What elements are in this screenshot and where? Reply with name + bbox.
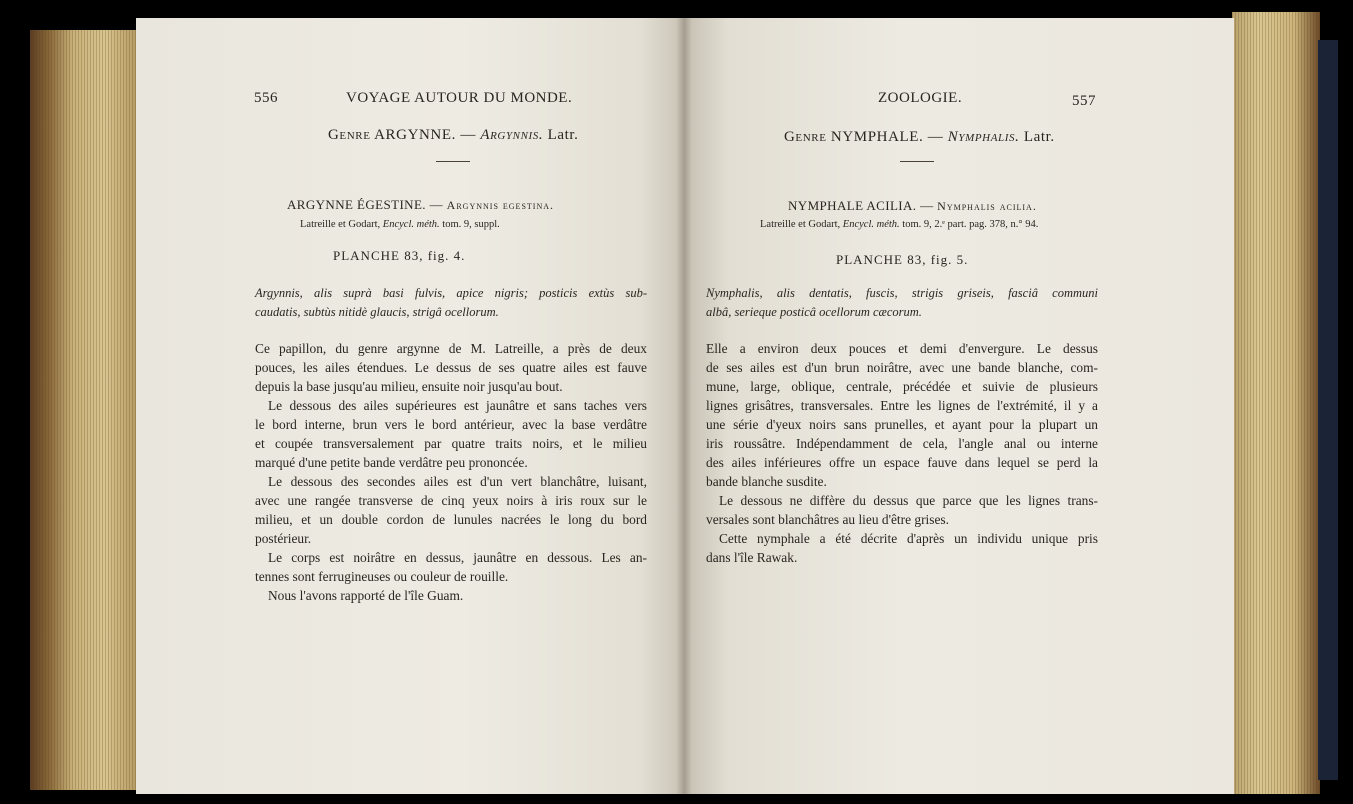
latin-diagnosis-line: Nymphalis, alis dentatis, fuscis, strigis griseis, fasciâ communi (706, 286, 1098, 300)
body-text-line: Ce papillon, du genre argynne de M. Latreille, a près de deux (255, 341, 647, 356)
genre-name: NYMPHALE. (830, 129, 924, 145)
species-heading (287, 197, 554, 213)
genre-prefix: Genre (328, 127, 371, 143)
genre-author: Latr. (1023, 129, 1055, 145)
body-text-line: Le corps est noirâtre en dessus, jaunâtre en dessous. Les an- (268, 550, 647, 565)
body-text-line: et coupée transversalement par quatre traits noirs, et le milieu (255, 436, 647, 451)
left-page-edges (30, 30, 138, 790)
right-page (684, 18, 1234, 794)
body-text-line: bande blanche susdite. (706, 474, 827, 489)
right-page-edges (1232, 12, 1320, 794)
genre-name: ARGYNNE. (374, 127, 456, 143)
genre-dash: — (460, 127, 476, 143)
plate-reference: PLANCHE 83, fig. 4. (333, 248, 466, 263)
reference-authors: Latreille et Godart, (760, 219, 841, 230)
genre-prefix: Genre (784, 129, 827, 145)
body-text-line: de ses ailes est d'un brun noirâtre, avec une bande blanche, com- (706, 360, 1098, 375)
genre-author: Latr. (547, 127, 579, 143)
genre-heading (784, 129, 1055, 146)
body-text-line: le bord interne, brun vers le bord antérieur, avec la base verdâtre (255, 417, 647, 432)
page-number: 556 (254, 90, 278, 106)
species-reference (300, 219, 500, 230)
body-text-line: versales sont blanchâtres au lieu d'être grises. (706, 512, 949, 527)
body-text-line: lignes grisâtres, transversales. Entre les lignes de l'extrémité, il y a (706, 398, 1098, 413)
species-dash: — (429, 197, 444, 212)
species-name: NYMPHALE ACILIA. (788, 198, 917, 213)
genre-latin: Argynnis. (480, 127, 544, 143)
species-latin: Argynnis egestina. (446, 198, 555, 212)
body-text-line: mune, large, oblique, centrale, précédée et suivie de plusieurs (706, 379, 1098, 394)
latin-diagnosis-line: caudatis, subtùs nitidè glaucis, strigâ ocellorum. (255, 305, 499, 319)
body-text-line: iris roussâtre. Indépendamment de cela, l'angle anal ou interne (706, 436, 1098, 451)
plate-reference: PLANCHE 83, fig. 5. (836, 252, 969, 267)
body-text-line: milieu, et un double cordon de lunules nacrées le long du bord (255, 512, 647, 527)
page-number: 557 (1072, 93, 1096, 109)
species-name: ARGYNNE ÉGESTINE. (287, 197, 426, 212)
body-text-line: Le dessous des secondes ailes est d'un vert blanchâtre, luisant, (268, 474, 647, 489)
running-head: ZOOLOGIE. (878, 90, 963, 106)
section-rule (436, 161, 470, 162)
latin-diagnosis-line: albâ, serieque posticâ ocellorum cæcorum. (706, 305, 922, 319)
body-text-line: dans l'île Rawak. (706, 550, 798, 565)
body-text-line: marqué d'une petite bande verdâtre peu prononcée. (255, 455, 528, 470)
species-reference (760, 219, 1038, 230)
body-text-line: postérieur. (255, 531, 312, 546)
body-text-line: pouces, les ailes étendues. Le dessus de ses quatre ailes est fauve (255, 360, 647, 375)
body-text-line: Cette nymphale a été décrite d'après un individu unique pris (719, 531, 1098, 546)
body-text-line: Elle a environ deux pouces et demi d'envergure. Le dessus (706, 341, 1098, 356)
species-latin: Nymphalis acilia. (937, 199, 1037, 213)
reference-detail: tom. 9, 2.ᵉ part. pag. 378, n.° 94. (902, 219, 1039, 230)
running-head: VOYAGE AUTOUR DU MONDE. (346, 90, 573, 106)
species-heading (788, 198, 1037, 214)
reference-authors: Latreille et Godart, (300, 219, 381, 230)
genre-dash: — (927, 129, 944, 145)
body-text-line: Le dessous des ailes supérieures est jaunâtre et sans taches vers (268, 398, 647, 413)
reference-work: Encycl. méth. (382, 219, 440, 230)
species-dash: — (920, 198, 934, 213)
book-cover-edge (1318, 40, 1338, 780)
reference-detail: tom. 9, suppl. (442, 219, 500, 230)
genre-latin: Nymphalis. (947, 129, 1020, 145)
latin-diagnosis-line: Argynnis, alis suprà basi fulvis, apice nigris; posticis extùs sub- (255, 286, 647, 300)
genre-heading (328, 127, 579, 144)
body-text-line: depuis la base jusqu'au milieu, ensuite noir jusqu'au bout. (255, 379, 563, 394)
body-text-line: Le dessous ne diffère du dessus que parce que les lignes trans- (719, 493, 1098, 508)
body-text-line: Nous l'avons rapporté de l'île Guam. (268, 588, 464, 603)
reference-work: Encycl. méth. (842, 219, 900, 230)
book-gutter (676, 18, 692, 794)
body-text-line: une série d'yeux noirs sans prunelles, et ayant pour la plupart un (706, 417, 1098, 432)
body-text-line: des ailes inférieures offre un espace fauve dans lequel se perd la (706, 455, 1098, 470)
body-text-line: avec une rangée transverse de cinq yeux noirs à iris roux sur le (255, 493, 647, 508)
left-page (136, 18, 684, 794)
body-text-line: tennes sont ferrugineuses ou couleur de rouille. (255, 569, 509, 584)
section-rule (900, 161, 934, 162)
